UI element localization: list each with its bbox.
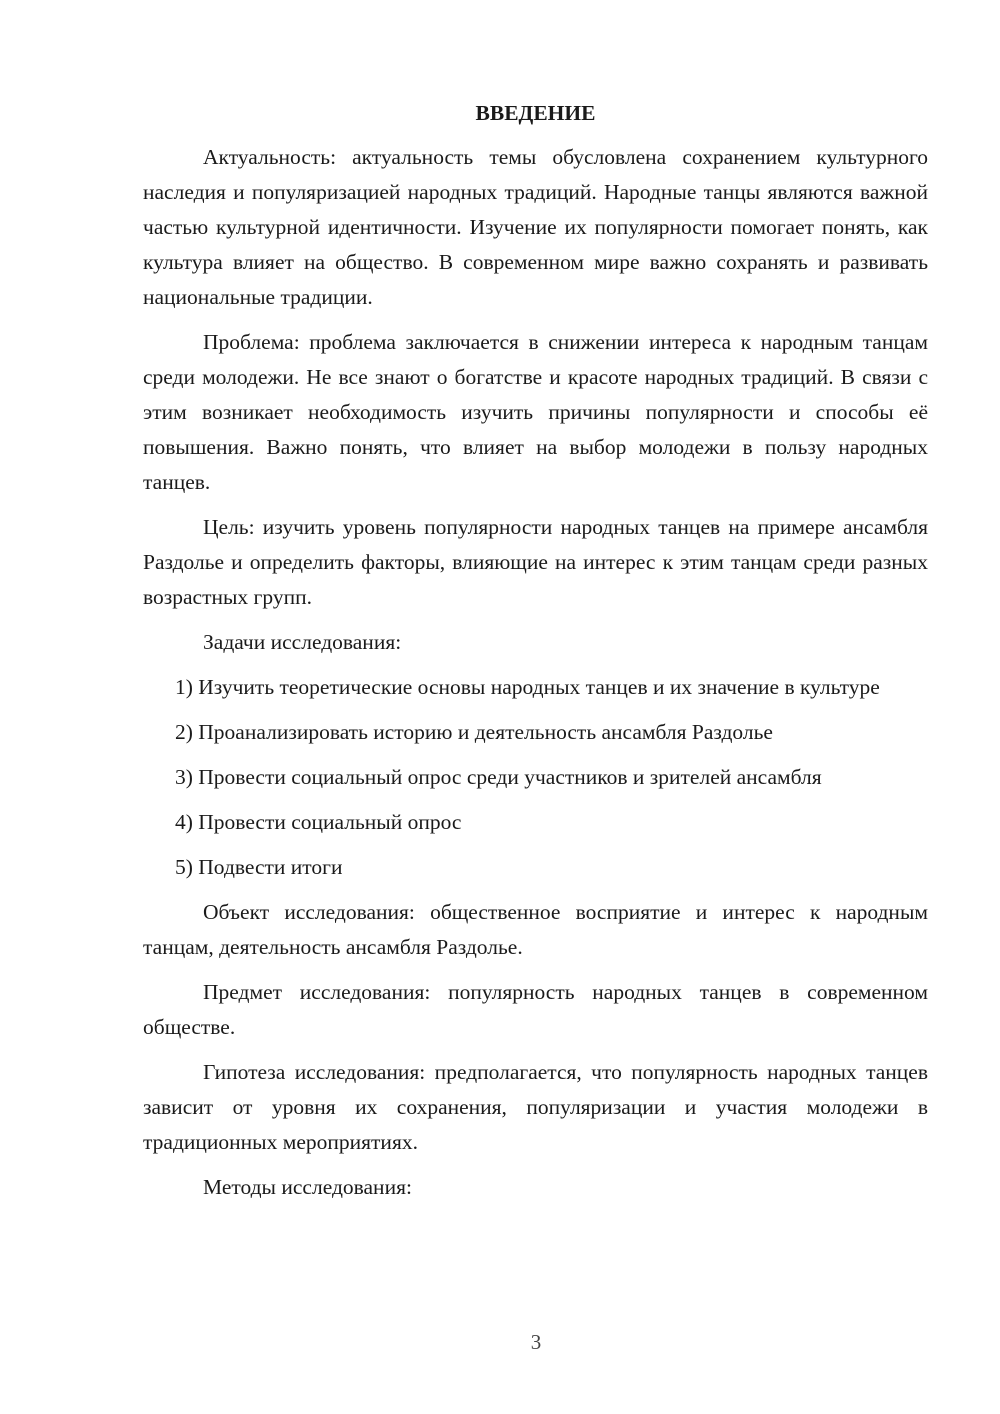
task-item: 1) Изучить теоретические основы народных танцев и их значение в культуре — [175, 675, 880, 699]
hypothesis-paragraph: Гипотеза исследования: предполагается, что популярность народных танцев зависит от уровня их сохранения, популяризации и участия молодежи в традиционных мероприятиях. — [143, 1060, 928, 1154]
subject-paragraph: Предмет исследования: популярность народных танцев в современном обществе. — [143, 980, 928, 1039]
methods-heading: Методы исследования: — [203, 1175, 412, 1199]
page-number: 3 — [530, 1330, 542, 1354]
relevance-paragraph: Актуальность: актуальность темы обусловлена сохранением культурного наследия и популяризацией народных традиций. Народные танцы являются важной частью культурной идентичности. Изучение их популярности помогает понять, как культура влияет на общество. В современном мире важно сохранять и развивать национальные традиции. — [143, 145, 928, 309]
tasks-list — [143, 670, 928, 885]
task-item: 4) Провести социальный опрос — [175, 810, 462, 834]
problem-paragraph: Проблема: проблема заключается в снижении интереса к народным танцам среди молодежи. Не все знают о богатстве и красоте народных традиций. В связи с этим возникает необходимость изучить причины популярности и способы её повышения. Важно понять, что влияет на выбор молодежи в пользу народных танцев. — [143, 330, 928, 494]
object-paragraph: Объект исследования: общественное восприятие и интерес к народным танцам, деятельность ансамбля Раздолье. — [143, 900, 928, 959]
goal-paragraph: Цель: изучить уровень популярности народных танцев на примере ансамбля Раздолье и определить факторы, влияющие на интерес к этим танцам среди разных возрастных групп. — [143, 515, 928, 609]
tasks-heading: Задачи исследования: — [203, 630, 402, 654]
task-item: 3) Провести социальный опрос среди участников и зрителей ансамбля — [175, 765, 822, 789]
task-item: 2) Проанализировать историю и деятельность ансамбля Раздолье — [175, 720, 773, 744]
section-title: ВВЕДЕНИЕ — [475, 101, 596, 125]
document-page — [143, 96, 928, 1215]
task-item: 5) Подвести итоги — [175, 855, 343, 879]
